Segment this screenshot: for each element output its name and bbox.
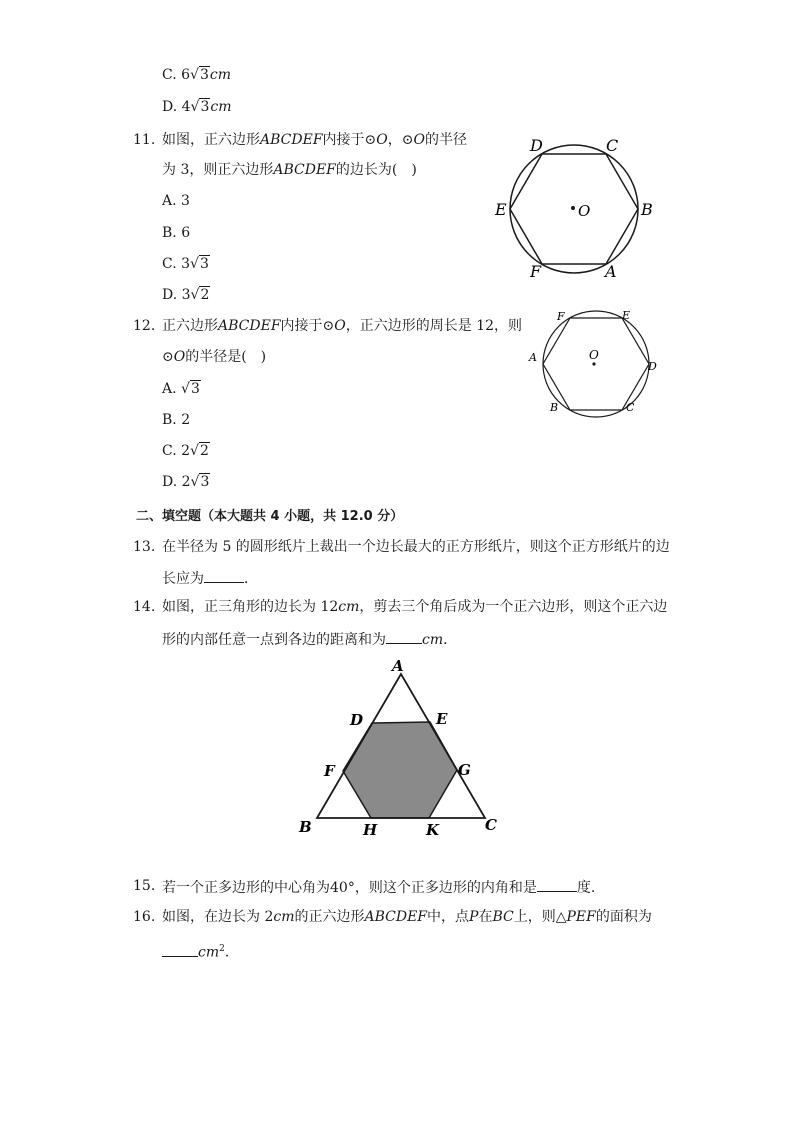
q16-stem-line1: 如图，在边长为 2cm的正六边形ABCDEF中，点P在BC上，则△PEF的面积为 bbox=[162, 909, 652, 925]
q14-label-f: F bbox=[324, 762, 335, 780]
q15-number: 15. bbox=[133, 878, 156, 894]
q11-center-dot bbox=[571, 206, 575, 210]
q12-label-e: E bbox=[622, 309, 631, 322]
q12-label-c: C bbox=[626, 401, 635, 414]
q11-stem-line2: 为 3，则正六边形ABCDEF的边长为( ) bbox=[162, 162, 417, 178]
q14-label-h: H bbox=[363, 821, 378, 839]
q11-number: 11. bbox=[133, 132, 156, 148]
q13-stem-line1: 在半径为 5 的圆形纸片上裁出一个边长最大的正方形纸片，则这个正方形纸片的边 bbox=[162, 539, 670, 555]
q14-label-c: C bbox=[485, 816, 497, 834]
q12-option-a: A. √3 bbox=[162, 381, 200, 397]
q16-number: 16. bbox=[133, 909, 156, 925]
q14-stem-line2: 形的内部任意一点到各边的距离和为 cm． bbox=[162, 629, 457, 649]
q15-answer-blank[interactable] bbox=[537, 877, 577, 892]
q14-stem-line1: 如图，正三角形的边长为 12cm，剪去三个角后成为一个正六边形，则这个正六边 bbox=[162, 599, 668, 615]
q15-stem-line1: 若一个正多边形的中心角为40°，则这个正多边形的内角和是 度. bbox=[162, 877, 595, 897]
q12-center-dot bbox=[592, 362, 595, 365]
section-heading: 二、填空题（本大题共 4 小题，共 12.0 分） bbox=[136, 509, 404, 524]
q14-hexagon-shaded bbox=[343, 722, 457, 818]
q11-figure bbox=[490, 132, 660, 282]
q13-number: 13. bbox=[133, 539, 156, 555]
q11-label-c: C bbox=[606, 136, 619, 155]
q16-answer-blank[interactable] bbox=[162, 942, 198, 957]
q14-label-g: G bbox=[458, 761, 471, 779]
q12-label-o: O bbox=[589, 348, 599, 362]
q11-option-c: C. 3√3 bbox=[162, 256, 209, 272]
q11-label-d: D bbox=[530, 136, 543, 155]
q14-label-b: B bbox=[299, 818, 312, 836]
q12-number: 12. bbox=[133, 318, 156, 334]
q10-option-d: D. 4√3cm bbox=[162, 99, 232, 115]
q12-label-d: D bbox=[648, 360, 657, 373]
q14-label-e: E bbox=[436, 710, 448, 728]
q13-answer-blank[interactable] bbox=[204, 568, 244, 583]
q12-label-b: B bbox=[550, 401, 559, 414]
q11-stem-line1: 如图，正六边形ABCDEF内接于⊙O，⊙O的半径 bbox=[162, 132, 467, 148]
q16-stem-line2: $cm^2$． bbox=[162, 940, 239, 962]
q10-option-c: C. 6√3cm bbox=[162, 67, 231, 83]
q11-label-a: A bbox=[605, 262, 617, 281]
q12-label-f: F bbox=[557, 310, 565, 323]
q12-option-d: D. 2√3 bbox=[162, 474, 210, 490]
q11-option-a: A. 3 bbox=[162, 193, 190, 209]
q14-number: 14. bbox=[133, 599, 156, 615]
q14-answer-blank[interactable] bbox=[386, 629, 422, 644]
q12-stem-line1: 正六边形ABCDEF内接于⊙O，正六边形的周长是 12，则 bbox=[162, 318, 523, 334]
q12-label-a: A bbox=[529, 351, 537, 364]
q11-option-d: D. 3√2 bbox=[162, 287, 210, 303]
q14-label-a: A bbox=[392, 657, 404, 675]
q13-stem-line2: 长应为 ． bbox=[162, 568, 258, 588]
q14-figure bbox=[290, 652, 510, 842]
q11-label-b: B bbox=[641, 200, 653, 219]
q11-label-o: O bbox=[578, 202, 591, 220]
q11-label-e: E bbox=[495, 200, 507, 219]
q11-label-f: F bbox=[530, 262, 542, 281]
q12-stem-line2: ⊙O的半径是( ) bbox=[162, 349, 267, 365]
q12-option-c: C. 2√2 bbox=[162, 443, 209, 459]
q12-option-b: B. 2 bbox=[162, 412, 191, 428]
q14-label-d: D bbox=[350, 711, 364, 729]
q11-option-b: B. 6 bbox=[162, 225, 191, 241]
q14-label-k: K bbox=[426, 821, 440, 839]
q12-hexagon bbox=[543, 318, 649, 410]
q12-figure bbox=[526, 306, 666, 418]
